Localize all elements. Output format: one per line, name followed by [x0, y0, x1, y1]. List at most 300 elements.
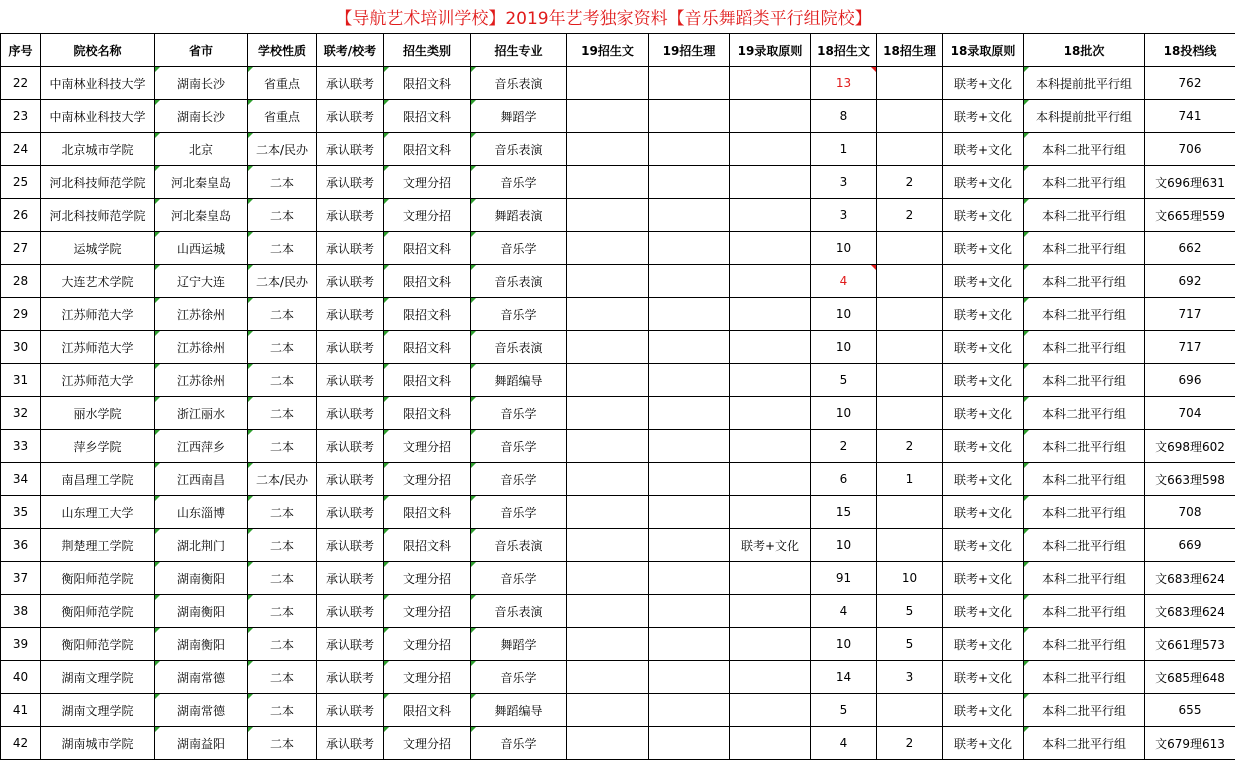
cell-plan18-li[interactable] — [877, 232, 943, 265]
cell-plan19-wen[interactable] — [567, 199, 649, 232]
cell-exam[interactable]: 承认联考 — [317, 496, 384, 529]
cell-rule18[interactable]: 联考+文化 — [943, 166, 1024, 199]
cell-batch18[interactable]: 本科二批平行组 — [1024, 232, 1145, 265]
cell-plan18-wen[interactable]: 3 — [811, 199, 877, 232]
cell-exam[interactable]: 承认联考 — [317, 331, 384, 364]
cell-major[interactable]: 音乐学 — [471, 496, 567, 529]
cell-city[interactable]: 河北秦皇岛 — [155, 166, 248, 199]
cell-city[interactable]: 浙江丽水 — [155, 397, 248, 430]
cell-rule19[interactable] — [730, 496, 811, 529]
cell-rule18[interactable]: 联考+文化 — [943, 100, 1024, 133]
cell-no[interactable]: 27 — [1, 232, 41, 265]
cell-exam[interactable]: 承认联考 — [317, 364, 384, 397]
cell-rule19[interactable] — [730, 562, 811, 595]
sheet-title-row[interactable] — [0, 0, 1235, 34]
cell-plan18-li[interactable] — [877, 265, 943, 298]
cell-batch18[interactable]: 本科二批平行组 — [1024, 628, 1145, 661]
col-header-rule19[interactable]: 19录取原则 — [730, 34, 811, 67]
cell-plan18-li[interactable] — [877, 397, 943, 430]
cell-batch18[interactable]: 本科二批平行组 — [1024, 661, 1145, 694]
cell-plan19-wen[interactable] — [567, 628, 649, 661]
cell-major[interactable]: 音乐表演 — [471, 67, 567, 100]
cell-plan18-wen[interactable]: 10 — [811, 397, 877, 430]
cell-plan18-wen[interactable]: 5 — [811, 694, 877, 727]
cell-rule18[interactable]: 联考+文化 — [943, 331, 1024, 364]
cell-line18[interactable]: 文698理602 — [1145, 430, 1235, 463]
cell-rule18[interactable]: 联考+文化 — [943, 232, 1024, 265]
cell-school[interactable]: 山东理工大学 — [41, 496, 155, 529]
cell-plan19-wen[interactable] — [567, 463, 649, 496]
cell-city[interactable]: 湖南长沙 — [155, 67, 248, 100]
cell-city[interactable]: 山东淄博 — [155, 496, 248, 529]
cell-plan18-li[interactable]: 2 — [877, 199, 943, 232]
cell-rule19[interactable] — [730, 67, 811, 100]
cell-plan18-li[interactable] — [877, 331, 943, 364]
cell-batch18[interactable]: 本科二批平行组 — [1024, 199, 1145, 232]
cell-plan18-wen[interactable]: 2 — [811, 430, 877, 463]
cell-school[interactable]: 衡阳师范学院 — [41, 628, 155, 661]
cell-line18[interactable]: 文685理648 — [1145, 661, 1235, 694]
cell-no[interactable]: 23 — [1, 100, 41, 133]
col-header-plan18-li[interactable]: 18招生理 — [877, 34, 943, 67]
cell-exam[interactable]: 承认联考 — [317, 166, 384, 199]
cell-rule19[interactable] — [730, 595, 811, 628]
cell-category[interactable]: 文理分招 — [384, 727, 471, 760]
cell-plan18-wen[interactable]: 3 — [811, 166, 877, 199]
cell-school[interactable]: 中南林业科技大学 — [41, 100, 155, 133]
cell-nature[interactable]: 省重点 — [248, 100, 317, 133]
cell-major[interactable]: 音乐学 — [471, 463, 567, 496]
cell-category[interactable]: 限招文科 — [384, 331, 471, 364]
cell-line18[interactable]: 717 — [1145, 331, 1235, 364]
cell-plan19-li[interactable] — [649, 397, 730, 430]
cell-nature[interactable]: 二本 — [248, 430, 317, 463]
cell-line18[interactable]: 696 — [1145, 364, 1235, 397]
cell-batch18[interactable]: 本科二批平行组 — [1024, 529, 1145, 562]
cell-nature[interactable]: 二本 — [248, 397, 317, 430]
cell-school[interactable]: 丽水学院 — [41, 397, 155, 430]
cell-batch18[interactable]: 本科二批平行组 — [1024, 595, 1145, 628]
cell-exam[interactable]: 承认联考 — [317, 199, 384, 232]
cell-plan18-wen[interactable]: 1 — [811, 133, 877, 166]
cell-plan19-li[interactable] — [649, 232, 730, 265]
cell-no[interactable]: 42 — [1, 727, 41, 760]
cell-rule18[interactable]: 联考+文化 — [943, 529, 1024, 562]
cell-plan18-wen[interactable]: 15 — [811, 496, 877, 529]
cell-plan18-wen[interactable]: 4 — [811, 727, 877, 760]
cell-line18[interactable]: 655 — [1145, 694, 1235, 727]
cell-city[interactable]: 江苏徐州 — [155, 298, 248, 331]
cell-plan19-wen[interactable] — [567, 727, 649, 760]
cell-no[interactable]: 33 — [1, 430, 41, 463]
cell-category[interactable]: 文理分招 — [384, 199, 471, 232]
cell-line18[interactable]: 文683理624 — [1145, 562, 1235, 595]
cell-plan19-li[interactable] — [649, 496, 730, 529]
cell-plan19-wen[interactable] — [567, 595, 649, 628]
cell-no[interactable]: 37 — [1, 562, 41, 595]
cell-plan19-wen[interactable] — [567, 232, 649, 265]
cell-line18[interactable]: 文661理573 — [1145, 628, 1235, 661]
cell-plan18-li[interactable] — [877, 364, 943, 397]
cell-rule18[interactable]: 联考+文化 — [943, 562, 1024, 595]
cell-exam[interactable]: 承认联考 — [317, 529, 384, 562]
cell-category[interactable]: 文理分招 — [384, 595, 471, 628]
cell-no[interactable]: 24 — [1, 133, 41, 166]
cell-rule18[interactable]: 联考+文化 — [943, 595, 1024, 628]
cell-rule18[interactable]: 联考+文化 — [943, 430, 1024, 463]
cell-school[interactable]: 河北科技师范学院 — [41, 199, 155, 232]
cell-plan19-li[interactable] — [649, 166, 730, 199]
cell-plan19-li[interactable] — [649, 727, 730, 760]
cell-plan18-wen[interactable]: 13 — [811, 67, 877, 100]
cell-exam[interactable]: 承认联考 — [317, 133, 384, 166]
cell-city[interactable]: 湖南衡阳 — [155, 595, 248, 628]
cell-batch18[interactable]: 本科二批平行组 — [1024, 496, 1145, 529]
cell-plan18-wen[interactable]: 10 — [811, 529, 877, 562]
cell-exam[interactable]: 承认联考 — [317, 463, 384, 496]
cell-plan19-li[interactable] — [649, 463, 730, 496]
cell-nature[interactable]: 二本 — [248, 331, 317, 364]
cell-plan18-wen[interactable]: 10 — [811, 232, 877, 265]
cell-plan18-li[interactable] — [877, 529, 943, 562]
cell-major[interactable]: 舞蹈学 — [471, 100, 567, 133]
cell-rule18[interactable]: 联考+文化 — [943, 397, 1024, 430]
cell-plan19-li[interactable] — [649, 331, 730, 364]
cell-major[interactable]: 音乐表演 — [471, 133, 567, 166]
cell-rule19[interactable] — [730, 265, 811, 298]
cell-rule19[interactable] — [730, 331, 811, 364]
cell-line18[interactable]: 文665理559 — [1145, 199, 1235, 232]
cell-exam[interactable]: 承认联考 — [317, 562, 384, 595]
col-header-plan18-wen[interactable]: 18招生文 — [811, 34, 877, 67]
cell-school[interactable]: 衡阳师范学院 — [41, 595, 155, 628]
cell-batch18[interactable]: 本科二批平行组 — [1024, 364, 1145, 397]
cell-line18[interactable]: 文679理613 — [1145, 727, 1235, 760]
col-header-city[interactable]: 省市 — [155, 34, 248, 67]
cell-plan19-li[interactable] — [649, 562, 730, 595]
cell-no[interactable]: 25 — [1, 166, 41, 199]
cell-plan18-li[interactable] — [877, 298, 943, 331]
cell-batch18[interactable]: 本科二批平行组 — [1024, 694, 1145, 727]
cell-plan18-wen[interactable]: 14 — [811, 661, 877, 694]
cell-plan18-wen[interactable]: 4 — [811, 595, 877, 628]
cell-school[interactable]: 湖南文理学院 — [41, 661, 155, 694]
cell-category[interactable]: 限招文科 — [384, 265, 471, 298]
cell-exam[interactable]: 承认联考 — [317, 298, 384, 331]
cell-plan18-wen[interactable]: 10 — [811, 331, 877, 364]
cell-city[interactable]: 湖北荆门 — [155, 529, 248, 562]
cell-exam[interactable]: 承认联考 — [317, 100, 384, 133]
cell-plan19-li[interactable] — [649, 100, 730, 133]
col-header-batch18[interactable]: 18批次 — [1024, 34, 1145, 67]
cell-category[interactable]: 限招文科 — [384, 100, 471, 133]
cell-exam[interactable]: 承认联考 — [317, 265, 384, 298]
cell-plan19-wen[interactable] — [567, 694, 649, 727]
cell-batch18[interactable]: 本科二批平行组 — [1024, 727, 1145, 760]
cell-plan19-wen[interactable] — [567, 529, 649, 562]
cell-nature[interactable]: 二本 — [248, 496, 317, 529]
col-header-category[interactable]: 招生类别 — [384, 34, 471, 67]
cell-plan19-li[interactable] — [649, 694, 730, 727]
cell-exam[interactable]: 承认联考 — [317, 727, 384, 760]
cell-no[interactable]: 29 — [1, 298, 41, 331]
cell-rule19[interactable] — [730, 727, 811, 760]
cell-exam[interactable]: 承认联考 — [317, 232, 384, 265]
cell-no[interactable]: 40 — [1, 661, 41, 694]
cell-line18[interactable]: 762 — [1145, 67, 1235, 100]
col-header-line18[interactable]: 18投档线 — [1145, 34, 1235, 67]
col-header-rule18[interactable]: 18录取原则 — [943, 34, 1024, 67]
cell-rule18[interactable]: 联考+文化 — [943, 463, 1024, 496]
cell-plan19-wen[interactable] — [567, 496, 649, 529]
cell-plan18-li[interactable] — [877, 496, 943, 529]
cell-plan19-li[interactable] — [649, 628, 730, 661]
cell-city[interactable]: 湖南常德 — [155, 694, 248, 727]
cell-exam[interactable]: 承认联考 — [317, 595, 384, 628]
cell-city[interactable]: 北京 — [155, 133, 248, 166]
cell-plan18-wen[interactable]: 8 — [811, 100, 877, 133]
cell-major[interactable]: 音乐表演 — [471, 529, 567, 562]
cell-plan19-wen[interactable] — [567, 364, 649, 397]
cell-plan18-li[interactable]: 10 — [877, 562, 943, 595]
cell-plan18-wen[interactable]: 91 — [811, 562, 877, 595]
cell-plan19-wen[interactable] — [567, 100, 649, 133]
cell-major[interactable]: 音乐学 — [471, 397, 567, 430]
cell-plan18-wen[interactable]: 4 — [811, 265, 877, 298]
cell-rule18[interactable]: 联考+文化 — [943, 364, 1024, 397]
cell-major[interactable]: 音乐学 — [471, 430, 567, 463]
cell-nature[interactable]: 二本/民办 — [248, 265, 317, 298]
cell-plan19-wen[interactable] — [567, 430, 649, 463]
cell-plan18-li[interactable]: 1 — [877, 463, 943, 496]
cell-city[interactable]: 湖南衡阳 — [155, 562, 248, 595]
cell-batch18[interactable]: 本科提前批平行组 — [1024, 67, 1145, 100]
cell-plan19-li[interactable] — [649, 133, 730, 166]
cell-line18[interactable]: 文683理624 — [1145, 595, 1235, 628]
cell-nature[interactable]: 二本 — [248, 232, 317, 265]
cell-school[interactable]: 江苏师范大学 — [41, 298, 155, 331]
cell-plan19-li[interactable] — [649, 298, 730, 331]
cell-line18[interactable]: 692 — [1145, 265, 1235, 298]
cell-batch18[interactable]: 本科二批平行组 — [1024, 463, 1145, 496]
cell-line18[interactable]: 669 — [1145, 529, 1235, 562]
cell-rule18[interactable]: 联考+文化 — [943, 199, 1024, 232]
cell-no[interactable]: 34 — [1, 463, 41, 496]
cell-plan18-li[interactable]: 5 — [877, 595, 943, 628]
cell-batch18[interactable]: 本科二批平行组 — [1024, 166, 1145, 199]
cell-line18[interactable]: 706 — [1145, 133, 1235, 166]
cell-school[interactable]: 大连艺术学院 — [41, 265, 155, 298]
cell-nature[interactable]: 二本 — [248, 166, 317, 199]
cell-category[interactable]: 限招文科 — [384, 397, 471, 430]
cell-line18[interactable]: 文663理598 — [1145, 463, 1235, 496]
cell-plan18-li[interactable]: 5 — [877, 628, 943, 661]
cell-city[interactable]: 湖南益阳 — [155, 727, 248, 760]
cell-major[interactable]: 音乐学 — [471, 661, 567, 694]
cell-nature[interactable]: 省重点 — [248, 67, 317, 100]
col-header-no[interactable]: 序号 — [1, 34, 41, 67]
col-header-school[interactable]: 院校名称 — [41, 34, 155, 67]
cell-exam[interactable]: 承认联考 — [317, 661, 384, 694]
cell-rule19[interactable] — [730, 463, 811, 496]
cell-major[interactable]: 音乐学 — [471, 298, 567, 331]
cell-rule19[interactable] — [730, 166, 811, 199]
cell-plan19-li[interactable] — [649, 364, 730, 397]
cell-line18[interactable]: 704 — [1145, 397, 1235, 430]
cell-rule19[interactable] — [730, 298, 811, 331]
cell-plan19-li[interactable] — [649, 265, 730, 298]
cell-no[interactable]: 30 — [1, 331, 41, 364]
cell-no[interactable]: 35 — [1, 496, 41, 529]
cell-school[interactable]: 衡阳师范学院 — [41, 562, 155, 595]
cell-category[interactable]: 文理分招 — [384, 166, 471, 199]
cell-plan18-li[interactable] — [877, 67, 943, 100]
cell-rule18[interactable]: 联考+文化 — [943, 727, 1024, 760]
cell-major[interactable]: 音乐表演 — [471, 595, 567, 628]
cell-no[interactable]: 32 — [1, 397, 41, 430]
cell-no[interactable]: 26 — [1, 199, 41, 232]
cell-major[interactable]: 音乐学 — [471, 166, 567, 199]
cell-school[interactable]: 湖南城市学院 — [41, 727, 155, 760]
cell-no[interactable]: 22 — [1, 67, 41, 100]
cell-exam[interactable]: 承认联考 — [317, 430, 384, 463]
cell-rule18[interactable]: 联考+文化 — [943, 133, 1024, 166]
cell-plan18-li[interactable] — [877, 133, 943, 166]
cell-plan19-wen[interactable] — [567, 133, 649, 166]
cell-no[interactable]: 38 — [1, 595, 41, 628]
cell-rule18[interactable]: 联考+文化 — [943, 298, 1024, 331]
cell-nature[interactable]: 二本 — [248, 661, 317, 694]
cell-plan19-wen[interactable] — [567, 265, 649, 298]
cell-rule19[interactable] — [730, 100, 811, 133]
cell-line18[interactable]: 662 — [1145, 232, 1235, 265]
cell-city[interactable]: 辽宁大连 — [155, 265, 248, 298]
cell-plan18-li[interactable]: 2 — [877, 727, 943, 760]
cell-nature[interactable]: 二本 — [248, 298, 317, 331]
cell-city[interactable]: 河北秦皇岛 — [155, 199, 248, 232]
cell-category[interactable]: 文理分招 — [384, 562, 471, 595]
cell-plan19-wen[interactable] — [567, 67, 649, 100]
cell-major[interactable]: 舞蹈编导 — [471, 694, 567, 727]
cell-rule19[interactable] — [730, 133, 811, 166]
cell-rule18[interactable]: 联考+文化 — [943, 661, 1024, 694]
cell-major[interactable]: 音乐学 — [471, 727, 567, 760]
cell-nature[interactable]: 二本 — [248, 694, 317, 727]
cell-batch18[interactable]: 本科二批平行组 — [1024, 430, 1145, 463]
cell-rule19[interactable] — [730, 661, 811, 694]
cell-rule18[interactable]: 联考+文化 — [943, 265, 1024, 298]
cell-batch18[interactable]: 本科二批平行组 — [1024, 265, 1145, 298]
cell-plan18-li[interactable]: 3 — [877, 661, 943, 694]
cell-plan19-li[interactable] — [649, 67, 730, 100]
col-header-nature[interactable]: 学校性质 — [248, 34, 317, 67]
col-header-major[interactable]: 招生专业 — [471, 34, 567, 67]
cell-major[interactable]: 舞蹈学 — [471, 628, 567, 661]
cell-city[interactable]: 江苏徐州 — [155, 331, 248, 364]
cell-category[interactable]: 限招文科 — [384, 67, 471, 100]
cell-plan18-li[interactable] — [877, 694, 943, 727]
cell-plan18-wen[interactable]: 10 — [811, 628, 877, 661]
cell-category[interactable]: 限招文科 — [384, 694, 471, 727]
cell-city[interactable]: 江苏徐州 — [155, 364, 248, 397]
cell-school[interactable]: 萍乡学院 — [41, 430, 155, 463]
cell-plan18-wen[interactable]: 5 — [811, 364, 877, 397]
cell-no[interactable]: 39 — [1, 628, 41, 661]
cell-no[interactable]: 41 — [1, 694, 41, 727]
cell-plan18-wen[interactable]: 10 — [811, 298, 877, 331]
cell-nature[interactable]: 二本 — [248, 595, 317, 628]
cell-nature[interactable]: 二本 — [248, 562, 317, 595]
cell-nature[interactable]: 二本 — [248, 529, 317, 562]
cell-line18[interactable]: 708 — [1145, 496, 1235, 529]
cell-nature[interactable]: 二本 — [248, 628, 317, 661]
cell-major[interactable]: 音乐学 — [471, 562, 567, 595]
cell-rule19[interactable] — [730, 694, 811, 727]
cell-plan19-wen[interactable] — [567, 298, 649, 331]
cell-school[interactable]: 湖南文理学院 — [41, 694, 155, 727]
cell-rule18[interactable]: 联考+文化 — [943, 496, 1024, 529]
cell-rule19[interactable]: 联考+文化 — [730, 529, 811, 562]
cell-major[interactable]: 舞蹈表演 — [471, 199, 567, 232]
cell-line18[interactable]: 文696理631 — [1145, 166, 1235, 199]
cell-exam[interactable]: 承认联考 — [317, 628, 384, 661]
cell-plan19-li[interactable] — [649, 529, 730, 562]
cell-school[interactable]: 江苏师范大学 — [41, 364, 155, 397]
cell-exam[interactable]: 承认联考 — [317, 694, 384, 727]
cell-plan19-li[interactable] — [649, 661, 730, 694]
cell-major[interactable]: 音乐表演 — [471, 331, 567, 364]
cell-category[interactable]: 文理分招 — [384, 430, 471, 463]
cell-school[interactable]: 北京城市学院 — [41, 133, 155, 166]
cell-category[interactable]: 限招文科 — [384, 496, 471, 529]
cell-category[interactable]: 限招文科 — [384, 364, 471, 397]
cell-rule18[interactable]: 联考+文化 — [943, 694, 1024, 727]
cell-plan19-wen[interactable] — [567, 397, 649, 430]
cell-category[interactable]: 限招文科 — [384, 133, 471, 166]
cell-plan18-li[interactable]: 2 — [877, 430, 943, 463]
cell-category[interactable]: 限招文科 — [384, 298, 471, 331]
cell-school[interactable]: 运城学院 — [41, 232, 155, 265]
cell-line18[interactable]: 741 — [1145, 100, 1235, 133]
cell-category[interactable]: 文理分招 — [384, 628, 471, 661]
cell-city[interactable]: 江西南昌 — [155, 463, 248, 496]
col-header-plan19-li[interactable]: 19招生理 — [649, 34, 730, 67]
cell-no[interactable]: 31 — [1, 364, 41, 397]
cell-nature[interactable]: 二本 — [248, 199, 317, 232]
col-header-exam[interactable]: 联考/校考 — [317, 34, 384, 67]
cell-nature[interactable]: 二本 — [248, 727, 317, 760]
cell-plan18-wen[interactable]: 6 — [811, 463, 877, 496]
cell-nature[interactable]: 二本 — [248, 364, 317, 397]
cell-school[interactable]: 荆楚理工学院 — [41, 529, 155, 562]
cell-school[interactable]: 中南林业科技大学 — [41, 67, 155, 100]
cell-city[interactable]: 湖南衡阳 — [155, 628, 248, 661]
cell-batch18[interactable]: 本科二批平行组 — [1024, 562, 1145, 595]
col-header-plan19-wen[interactable]: 19招生文 — [567, 34, 649, 67]
cell-plan19-wen[interactable] — [567, 166, 649, 199]
cell-school[interactable]: 江苏师范大学 — [41, 331, 155, 364]
cell-major[interactable]: 舞蹈编导 — [471, 364, 567, 397]
cell-rule19[interactable] — [730, 364, 811, 397]
cell-city[interactable]: 江西萍乡 — [155, 430, 248, 463]
cell-category[interactable]: 限招文科 — [384, 232, 471, 265]
cell-city[interactable]: 湖南常德 — [155, 661, 248, 694]
cell-plan19-wen[interactable] — [567, 562, 649, 595]
cell-batch18[interactable]: 本科提前批平行组 — [1024, 100, 1145, 133]
cell-school[interactable]: 南昌理工学院 — [41, 463, 155, 496]
cell-rule19[interactable] — [730, 232, 811, 265]
cell-category[interactable]: 文理分招 — [384, 463, 471, 496]
